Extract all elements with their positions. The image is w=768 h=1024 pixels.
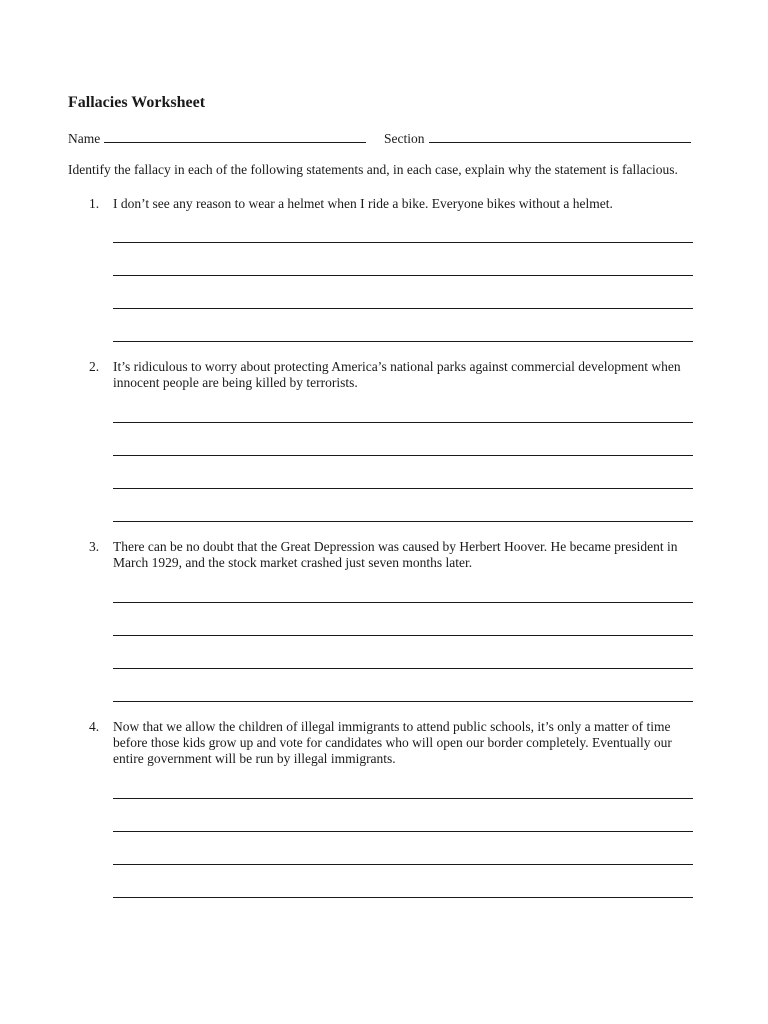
section-blank[interactable] [429, 129, 691, 143]
name-field[interactable] [68, 129, 366, 147]
name-label: Name [68, 131, 101, 146]
answer-line[interactable] [113, 602, 693, 603]
answer-line[interactable] [113, 635, 693, 636]
section-field[interactable] [384, 129, 691, 147]
section-label: Section [384, 131, 425, 146]
question-text [113, 359, 703, 391]
worksheet-title: Fallacies Worksheet [68, 94, 206, 111]
answer-line[interactable] [113, 897, 693, 898]
question-number: 1. [89, 196, 100, 211]
instructions: Identify the fallacy in each of the following statements and, in each case, explain why the statement is fallacious. [68, 162, 678, 177]
question-text-line: March 1929, and the stock market crashed just seven months later. [113, 555, 473, 570]
answer-line[interactable] [113, 242, 693, 243]
answer-line[interactable] [113, 455, 693, 456]
question-text-line: innocent people are being killed by terrorists. [113, 375, 358, 390]
answer-line[interactable] [113, 798, 693, 799]
answer-line[interactable] [113, 831, 693, 832]
answer-line[interactable] [113, 308, 693, 309]
question-number: 4. [89, 719, 100, 734]
question-text [113, 539, 703, 571]
question-text-line: before those kids grow up and vote for candidates who will open our border completely. Eventually our [113, 735, 672, 750]
question-text-line: It’s ridiculous to worry about protecting America’s national parks against commercial development when [113, 359, 681, 374]
question-text [113, 719, 703, 767]
answer-line[interactable] [113, 668, 693, 669]
answer-line[interactable] [113, 341, 693, 342]
question-text [113, 196, 703, 212]
answer-line[interactable] [113, 422, 693, 423]
question-text-line: Now that we allow the children of illegal immigrants to attend public schools, it’s only a matter of time [113, 719, 671, 734]
answer-line[interactable] [113, 488, 693, 489]
answer-line[interactable] [113, 275, 693, 276]
question-number: 2. [89, 359, 100, 374]
question-text-line: There can be no doubt that the Great Depression was caused by Herbert Hoover. He became president in [113, 539, 678, 554]
answer-line[interactable] [113, 864, 693, 865]
answer-line[interactable] [113, 701, 693, 702]
question-text-line: entire government will be run by illegal immigrants. [113, 751, 396, 766]
question-number: 3. [89, 539, 100, 554]
answer-line[interactable] [113, 521, 693, 522]
name-blank[interactable] [104, 129, 366, 143]
question-text-line: I don’t see any reason to wear a helmet when I ride a bike. Everyone bikes without a helmet. [113, 196, 613, 211]
